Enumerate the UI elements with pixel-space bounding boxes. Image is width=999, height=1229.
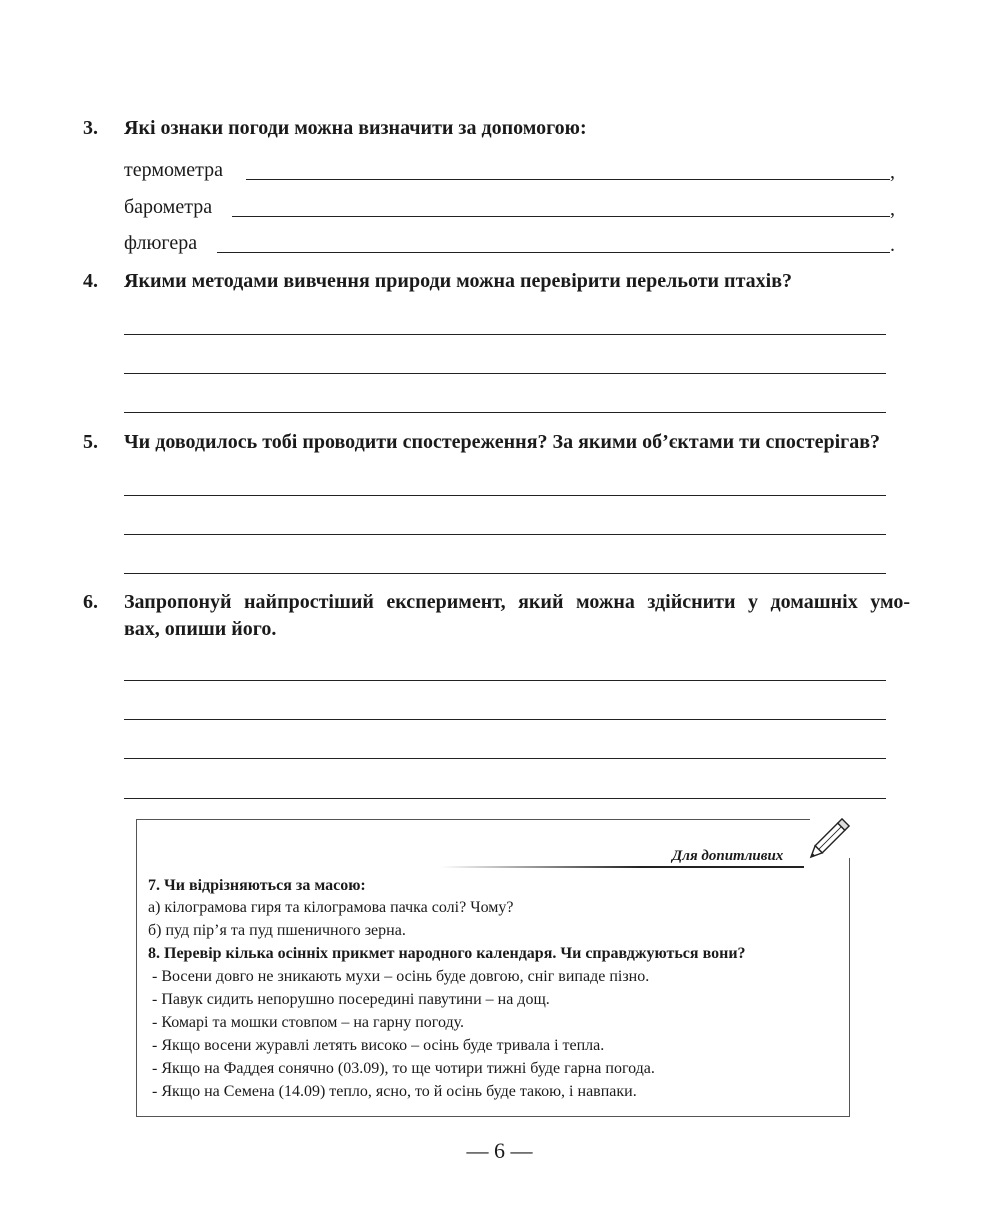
q6-answer-line[interactable]	[124, 719, 886, 720]
q4-answer-line[interactable]	[124, 412, 886, 413]
box-tag-for-curious: Для допитливих	[672, 848, 784, 864]
q4-answer-line[interactable]	[124, 334, 886, 335]
box-line: а) кілограмова гиря та кілограмова пачка солі? Чому?	[148, 899, 514, 916]
page-number: — 6 —	[466, 1138, 533, 1163]
q5-answer-line[interactable]	[124, 495, 886, 496]
q5-answer-line[interactable]	[124, 534, 886, 535]
q3-answer-line-barometer[interactable]	[232, 216, 890, 217]
box-line: - Комарі та мошки стовпом – на гарну погоду.	[148, 1014, 465, 1031]
question-3-number: 3.	[83, 117, 98, 139]
question-3-text: Які ознаки погоди можна визначити за допомогою:	[124, 117, 587, 139]
question-6-text-line2: вах, опиши його.	[124, 618, 277, 640]
q6-answer-line[interactable]	[124, 680, 886, 681]
question-6-text-line1: Запропонуй найпростіший експеримент, який можна здійснити у домашніх умо-	[124, 591, 910, 613]
box-line: - Якщо на Семена (14.09) тепло, ясно, то й осінь буде такою, і навпаки.	[148, 1083, 637, 1100]
tag-underline	[440, 866, 804, 868]
pencil-icon	[804, 814, 856, 862]
box-line: - Павук сидить непорушно посередині павутини – на дощ.	[148, 991, 550, 1008]
q3-label-thermometer: термометра	[124, 159, 223, 181]
q3-end-barometer: ,	[890, 198, 895, 220]
question-4-number: 4.	[83, 270, 98, 292]
q3-end-thermometer: ,	[890, 161, 895, 183]
q5-answer-line[interactable]	[124, 573, 886, 574]
q3-label-weathervane: флюгера	[124, 232, 198, 254]
q3-label-barometer: барометра	[124, 196, 213, 218]
box-top-border	[136, 819, 810, 820]
box-line: - Восени довго не зникають мухи – осінь буде довгою, сніг випаде пізно.	[148, 968, 650, 985]
q6-answer-line[interactable]	[124, 798, 886, 799]
box-line: - Якщо восени журавлі летять високо – осінь буде тривала і тепла.	[148, 1037, 605, 1054]
box-line-q8-title: 8. Перевір кілька осінніх прикмет народного календаря. Чи справджуються вони?	[148, 945, 746, 962]
question-4-text: Якими методами вивчення природи можна перевірити перельоти птахів?	[124, 270, 792, 292]
q3-end-weathervane: .	[890, 234, 895, 256]
q6-answer-line[interactable]	[124, 758, 886, 759]
question-5-number: 5.	[83, 431, 98, 453]
box-line: - Якщо на Фаддея сонячно (03.09), то ще чотири тижні буде гарна погода.	[148, 1060, 655, 1077]
q3-answer-line-thermometer[interactable]	[246, 179, 890, 180]
box-line: б) пуд пір’я та пуд пшеничного зерна.	[148, 922, 406, 939]
box-line-q7-title: 7. Чи відрізняються за масою:	[148, 877, 366, 894]
q3-answer-line-weathervane[interactable]	[217, 252, 890, 253]
question-5-text: Чи доводилось тобі проводити спостереження? За якими об’єктами ти спостерігав?	[124, 431, 881, 453]
question-6-number: 6.	[83, 591, 98, 613]
q4-answer-line[interactable]	[124, 373, 886, 374]
